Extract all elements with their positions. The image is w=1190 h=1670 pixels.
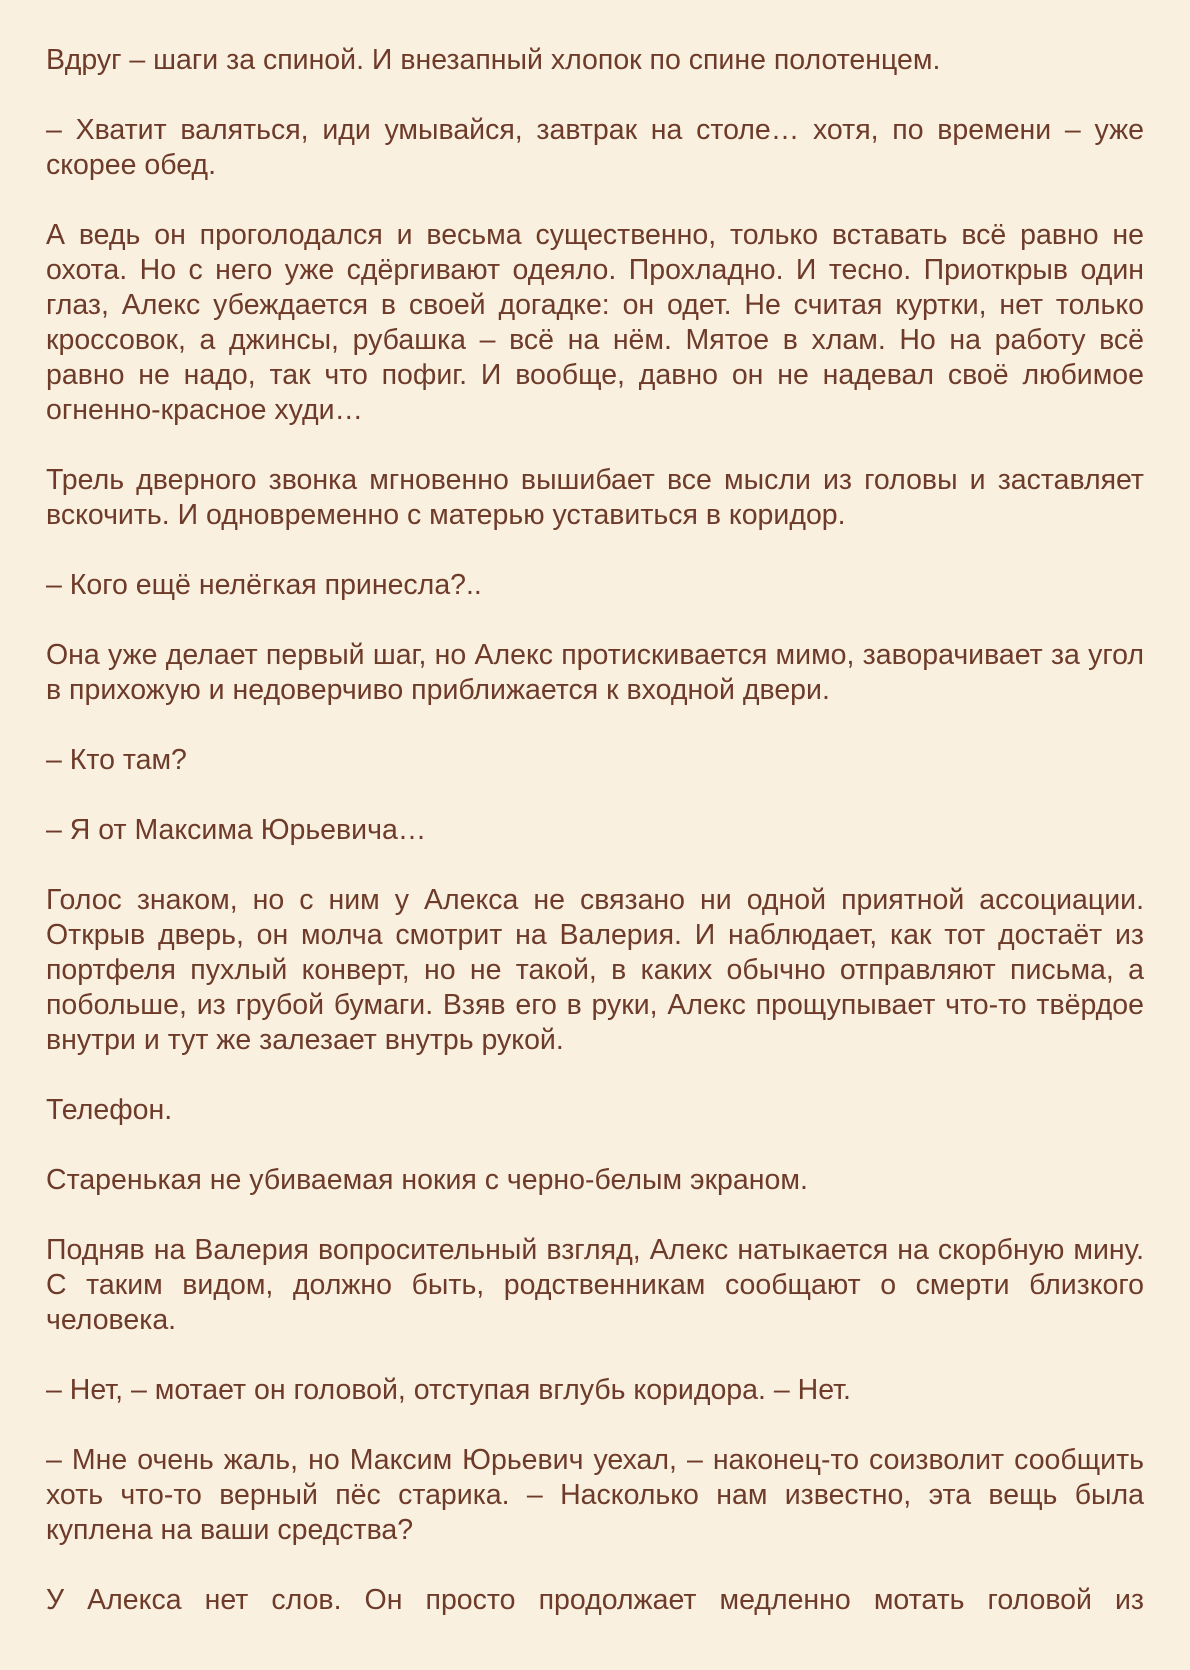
paragraph-11: Старенькая не убиваемая нокия с черно-белым экраном.	[46, 1164, 808, 1196]
paragraph-2: – Хватит валяться, иди умывайся, завтрак на столе… хотя, по времени – уже скорее обед.	[46, 114, 1144, 181]
paragraph-10: Телефон.	[46, 1094, 173, 1126]
paragraph-13: – Нет, – мотает он головой, отступая вглубь коридора. – Нет.	[46, 1374, 851, 1406]
paragraph-9: Голос знаком, но с ним у Алекса не связано ни одной приятной ассоциации. Открыв дверь, он молча смотрит на Валерия. И наблюдает, как тот достаёт из портфеля пухлый конверт, но не такой, в каких обычно отправляют письма, а побольше, из грубой бумаги. Взяв его в руки, Алекс прощупывает что-то твёрдое внутри и тут же залезает внутрь рукой.	[46, 884, 1144, 1056]
paragraph-14: – Мне очень жаль, но Максим Юрьевич уехал, – наконец-то соизволит сообщить хоть что-то верный пёс старика. – Насколько нам известно, эта вещь была куплена на ваши средства?	[46, 1444, 1144, 1546]
paragraph-5: – Кого ещё нелёгкая принесла?..	[46, 569, 482, 601]
paragraph-4: Трель дверного звонка мгновенно вышибает все мысли из головы и заставляет вскочить. И одновременно с матерью уставиться в коридор.	[46, 464, 1144, 531]
paragraph-12: Подняв на Валерия вопросительный взгляд, Алекс натыкается на скорбную мину. С таким видом, должно быть, родственникам сообщают о смерти близкого человека.	[46, 1234, 1144, 1336]
paragraph-8: – Я от Максима Юрьевича…	[46, 814, 427, 846]
paragraph-7: – Кто там?	[46, 744, 187, 776]
paragraph-15: У Алекса нет слов. Он просто продолжает медленно мотать головой из	[46, 1584, 1144, 1616]
paragraph-3: А ведь он проголодался и весьма существенно, только вставать всё равно не охота. Но с него уже сдёргивают одеяло. Прохладно. И тесно. Приоткрыв один глаз, Алекс убеждается в своей догадке: он одет. Не считая куртки, нет только кроссовок, а джинсы, рубашка – всё на нём. Мятое в хлам. Но на работу всё равно не надо, так что пофиг. И вообще, давно он не надевал своё любимое огненно-красное худи…	[46, 219, 1144, 426]
paragraph-1: Вдруг – шаги за спиной. И внезапный хлопок по спине полотенцем.	[46, 44, 941, 76]
paragraph-6: Она уже делает первый шаг, но Алекс протискивается мимо, заворачивает за угол в прихожую и недоверчиво приближается к входной двери.	[46, 639, 1144, 706]
